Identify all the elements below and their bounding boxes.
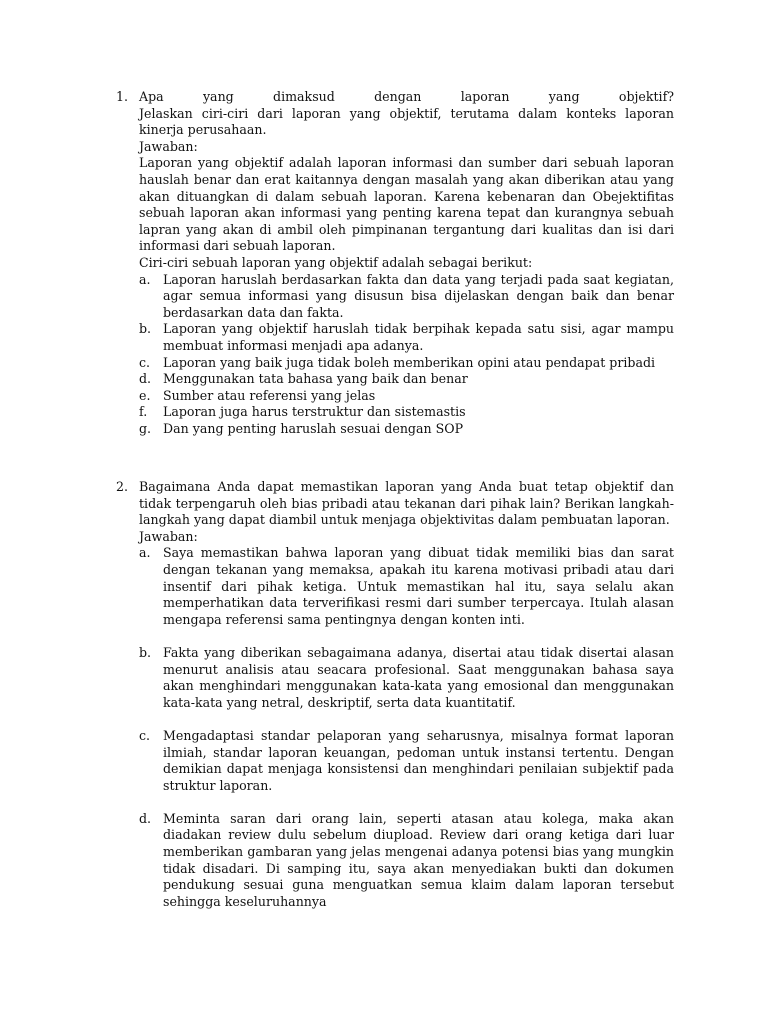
list-item-text: Meminta saran dari orang lain, seperti atasan atau kolega, maka akan diadakan review dulu sebelum diupload. Review dari orang ketiga dari luar memberikan gambaran yang jelas mengenai adanya potensi bias yang mungkin tidak disadari. Di samping itu, saya akan menyediakan bukti dan dokumen pendukung sesuai guna menguatkan semua klaim dalam laporan tersebut sehingga keseluruhannya [163, 810, 674, 909]
list-item-text: Laporan yang baik juga tidak boleh memberikan opini atau pendapat pribadi [163, 354, 656, 370]
list-marker: b. [139, 321, 152, 337]
list-marker: a. [139, 271, 151, 287]
list-intro: Ciri-ciri sebuah laporan yang objektif adalah sebagai berikut: [139, 254, 533, 270]
list-marker: f. [139, 404, 148, 420]
item-number: 1. [116, 89, 129, 104]
list-item-text: Laporan juga harus terstruktur dan sistemastis [163, 404, 466, 420]
characteristics-list [139, 272, 674, 438]
list-item [139, 388, 674, 405]
steps-list [139, 545, 674, 910]
question-2: Bagaimana Anda dapat memastikan laporan yang Anda buat tetap objektif dan tidak terpengaruh oleh bias pribadi atau tekanan dari pihak lain? Berikan langkah-langkah yang dapat diambil untuk menjaga objektivitas dalam pembuatan laporan. [139, 479, 674, 528]
list-item-text: Laporan haruslah berdasarkan fakta dan data yang terjadi pada saat kegiatan, agar semua informasi yang disusun bisa dijelaskan dengan baik dan benar berdasarkan data dan fakta. [163, 271, 674, 320]
item-1-body [139, 89, 674, 437]
list-item [139, 371, 674, 388]
list-item [139, 811, 674, 911]
item-2-body [139, 479, 674, 927]
list-marker: g. [139, 420, 152, 436]
answer-label: Jawaban: [139, 528, 198, 544]
list-item-text: Dan yang penting haruslah sesuai dengan SOP [163, 420, 464, 436]
list-marker: d. [139, 371, 152, 387]
list-marker: b. [139, 644, 152, 660]
list-item [139, 645, 674, 711]
list-marker: c. [139, 354, 151, 370]
list-item-text: Mengadaptasi standar pelaporan yang seharusnya, misalnya format laporan ilmiah, standar laporan keuangan, pedoman untuk instansi tertentu. Dengan demikian dapat menjaga konsistensi dan menghindari penilaian subjektif pada struktur laporan. [163, 727, 674, 793]
list-item [139, 272, 674, 322]
list-item [139, 321, 674, 354]
list-item-text: Sumber atau referensi yang jelas [163, 387, 376, 403]
answer-label: Jawaban: [139, 138, 198, 154]
list-item-text: Menggunakan tata bahasa yang baik dan benar [163, 371, 468, 387]
list-marker: d. [139, 810, 152, 826]
question-1-rest: Jelaskan ciri-ciri dari laporan yang objektif, terutama dalam konteks laporan kinerja perusahaan. [139, 105, 674, 138]
list-item-text: Laporan yang objektif haruslah tidak berpihak kepada satu sisi, agar mampu membuat informasi menjadi apa adanya. [163, 321, 674, 353]
list-marker: e. [139, 387, 151, 403]
answer-1-paragraph: Laporan yang objektif adalah laporan informasi dan sumber dari sebuah laporan hauslah benar dan erat kaitannya dengan masalah yang akan diberikan atau yang akan dituangkan di dalam sebuah laporan. Karena kebenaran dan Obejektifitas sebuah laporan akan informasi yang penting karena tepat dan kurangnya sebuah lapran yang akan di ambil oleh pimpinanan tergantung dari kualitas dan isi dari informasi dari sebuah laporan. [139, 155, 674, 254]
item-number: 2. [116, 479, 129, 494]
list-item-text: Saya memastikan bahwa laporan yang dibuat tidak memiliki bias dan sarat dengan tekanan yang memaksa, apakah itu karena motivasi pribadi atau dari insentif dari pihak ketiga. Untuk memastikan hal itu, saya selalu akan memperhatikan data terverifikasi resmi dari sumber terpercaya. Itulah alasan mengapa referensi sama pentingnya dengan konten inti. [163, 545, 674, 627]
list-item [139, 545, 674, 628]
list-item [139, 728, 674, 794]
list-item [139, 421, 674, 438]
question-1-first-line: Apa yang dimaksud dengan laporan yang objektif? [139, 89, 674, 104]
list-item [139, 404, 674, 421]
list-marker: c. [139, 727, 151, 743]
list-marker: a. [139, 545, 151, 561]
list-item [139, 355, 674, 372]
list-item-text: Fakta yang diberikan sebagaimana adanya, disertai atau tidak disertai alasan menurut analisis atau seacara profesional. Saat menggunakan bahasa saya akan menghindari menggunakan kata-kata yang emosional dan menggunakan kata-kata yang netral, deskriptif, serta data kuantitatif. [163, 644, 674, 710]
